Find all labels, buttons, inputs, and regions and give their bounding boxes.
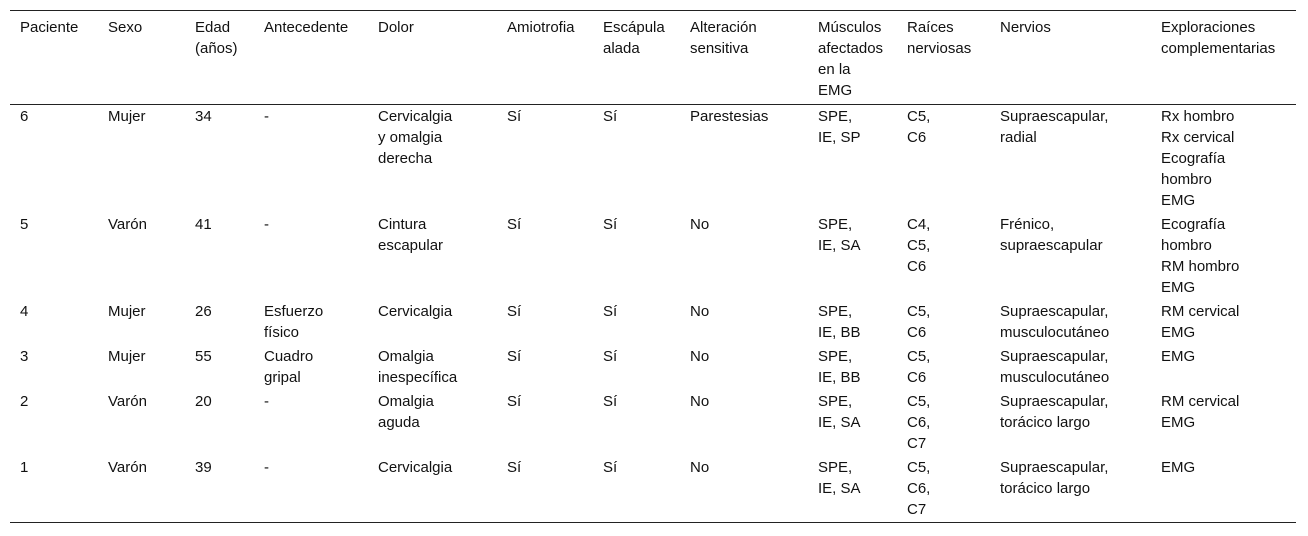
cell-amiotrofia: Sí — [507, 459, 522, 476]
cell-antecedente: - — [264, 216, 269, 233]
cell-musculos-emg: SPE, IE, BB — [818, 348, 861, 386]
header-row — [10, 11, 1296, 105]
table-row — [10, 345, 1296, 390]
cell-escapula-alada: Sí — [603, 303, 618, 320]
cell-raices-nerviosas: C5, C6 — [907, 108, 931, 146]
cell-musculos-emg: SPE, IE, SA — [818, 459, 861, 497]
cell-sexo: Varón — [108, 393, 147, 410]
cell-escapula-alada: Sí — [603, 348, 618, 365]
cell-edad: 34 — [195, 108, 212, 125]
cell-nervios: Supraescapular, musculocutáneo — [1000, 303, 1110, 341]
cell-edad: 39 — [195, 459, 212, 476]
cell-nervios: Supraescapular, torácico largo — [1000, 459, 1109, 497]
cell-sexo: Mujer — [108, 108, 146, 125]
cell-alteracion-sensitiva: Parestesias — [690, 108, 769, 125]
cell-edad: 55 — [195, 348, 212, 365]
cell-musculos-emg: SPE, IE, BB — [818, 303, 861, 341]
table-row — [10, 300, 1296, 345]
cell-amiotrofia: Sí — [507, 216, 522, 233]
cell-paciente: 6 — [20, 108, 29, 125]
cell-musculos-emg: SPE, IE, SA — [818, 393, 861, 431]
header-sexo: Sexo — [108, 19, 143, 36]
cell-amiotrofia: Sí — [507, 108, 522, 125]
cell-raices-nerviosas: C5, C6 — [907, 348, 931, 386]
cell-exploraciones: Ecografía hombro RM hombro EMG — [1161, 216, 1240, 296]
cell-musculos-emg: SPE, IE, SA — [818, 216, 861, 254]
patients-table — [10, 10, 1296, 523]
cell-escapula-alada: Sí — [603, 216, 618, 233]
cell-exploraciones: EMG — [1161, 459, 1196, 476]
header-edad: Edad (años) — [195, 19, 238, 57]
cell-exploraciones: RM cervical EMG — [1161, 393, 1240, 431]
cell-edad: 41 — [195, 216, 212, 233]
cell-raices-nerviosas: C4, C5, C6 — [907, 216, 931, 275]
cell-dolor: Omalgia inespecífica — [378, 348, 458, 386]
cell-antecedente: Cuadro gripal — [264, 348, 314, 386]
cell-edad: 26 — [195, 303, 212, 320]
cell-amiotrofia: Sí — [507, 393, 522, 410]
cell-dolor: Cervicalgia — [378, 303, 453, 320]
header-nervios: Nervios — [1000, 19, 1051, 36]
cell-dolor: Cervicalgia y omalgia derecha — [378, 108, 453, 167]
cell-paciente: 1 — [20, 459, 29, 476]
cell-antecedente: - — [264, 459, 269, 476]
cell-escapula-alada: Sí — [603, 108, 618, 125]
cell-sexo: Varón — [108, 216, 147, 233]
cell-nervios: Supraescapular, torácico largo — [1000, 393, 1109, 431]
cell-alteracion-sensitiva: No — [690, 216, 710, 233]
cell-sexo: Mujer — [108, 348, 146, 365]
header-alteracion-sensitiva: Alteración sensitiva — [690, 19, 757, 57]
cell-nervios: Supraescapular, radial — [1000, 108, 1109, 146]
cell-escapula-alada: Sí — [603, 393, 618, 410]
cell-sexo: Mujer — [108, 303, 146, 320]
cell-antecedente: - — [264, 108, 269, 125]
cell-dolor: Cervicalgia — [378, 459, 453, 476]
table-container — [10, 10, 1296, 523]
cell-edad: 20 — [195, 393, 212, 410]
cell-raices-nerviosas: C5, C6 — [907, 303, 931, 341]
cell-antecedente: - — [264, 393, 269, 410]
cell-amiotrofia: Sí — [507, 348, 522, 365]
cell-musculos-emg: SPE, IE, SP — [818, 108, 861, 146]
cell-escapula-alada: Sí — [603, 459, 618, 476]
cell-dolor: Cintura escapular — [378, 216, 444, 254]
cell-nervios: Supraescapular, musculocutáneo — [1000, 348, 1110, 386]
cell-alteracion-sensitiva: No — [690, 459, 710, 476]
cell-paciente: 2 — [20, 393, 29, 410]
table-row — [10, 105, 1296, 214]
cell-raices-nerviosas: C5, C6, C7 — [907, 393, 931, 452]
header-paciente: Paciente — [20, 19, 79, 36]
cell-dolor: Omalgia aguda — [378, 393, 434, 431]
header-escapula-alada: Escápula alada — [603, 19, 665, 57]
cell-alteracion-sensitiva: No — [690, 393, 710, 410]
cell-nervios: Frénico, supraescapular — [1000, 216, 1103, 254]
cell-sexo: Varón — [108, 459, 147, 476]
cell-exploraciones: EMG — [1161, 348, 1196, 365]
cell-exploraciones: Rx hombro Rx cervical Ecografía hombro EMG — [1161, 108, 1235, 209]
header-dolor: Dolor — [378, 19, 414, 36]
cell-amiotrofia: Sí — [507, 303, 522, 320]
table-row — [10, 456, 1296, 523]
cell-alteracion-sensitiva: No — [690, 348, 710, 365]
cell-paciente: 4 — [20, 303, 29, 320]
cell-raices-nerviosas: C5, C6, C7 — [907, 459, 931, 518]
header-exploraciones: Exploraciones complementarias — [1161, 19, 1276, 57]
cell-antecedente: Esfuerzo físico — [264, 303, 324, 341]
cell-paciente: 3 — [20, 348, 29, 365]
cell-exploraciones: RM cervical EMG — [1161, 303, 1240, 341]
cell-alteracion-sensitiva: No — [690, 303, 710, 320]
header-antecedente: Antecedente — [264, 19, 349, 36]
cell-paciente: 5 — [20, 216, 29, 233]
header-amiotrofia: Amiotrofia — [507, 19, 575, 36]
header-raices-nerviosas: Raíces nerviosas — [907, 19, 972, 57]
table-row — [10, 213, 1296, 300]
header-musculos-emg: Músculos afectados en la EMG — [818, 19, 884, 99]
table-row — [10, 390, 1296, 456]
